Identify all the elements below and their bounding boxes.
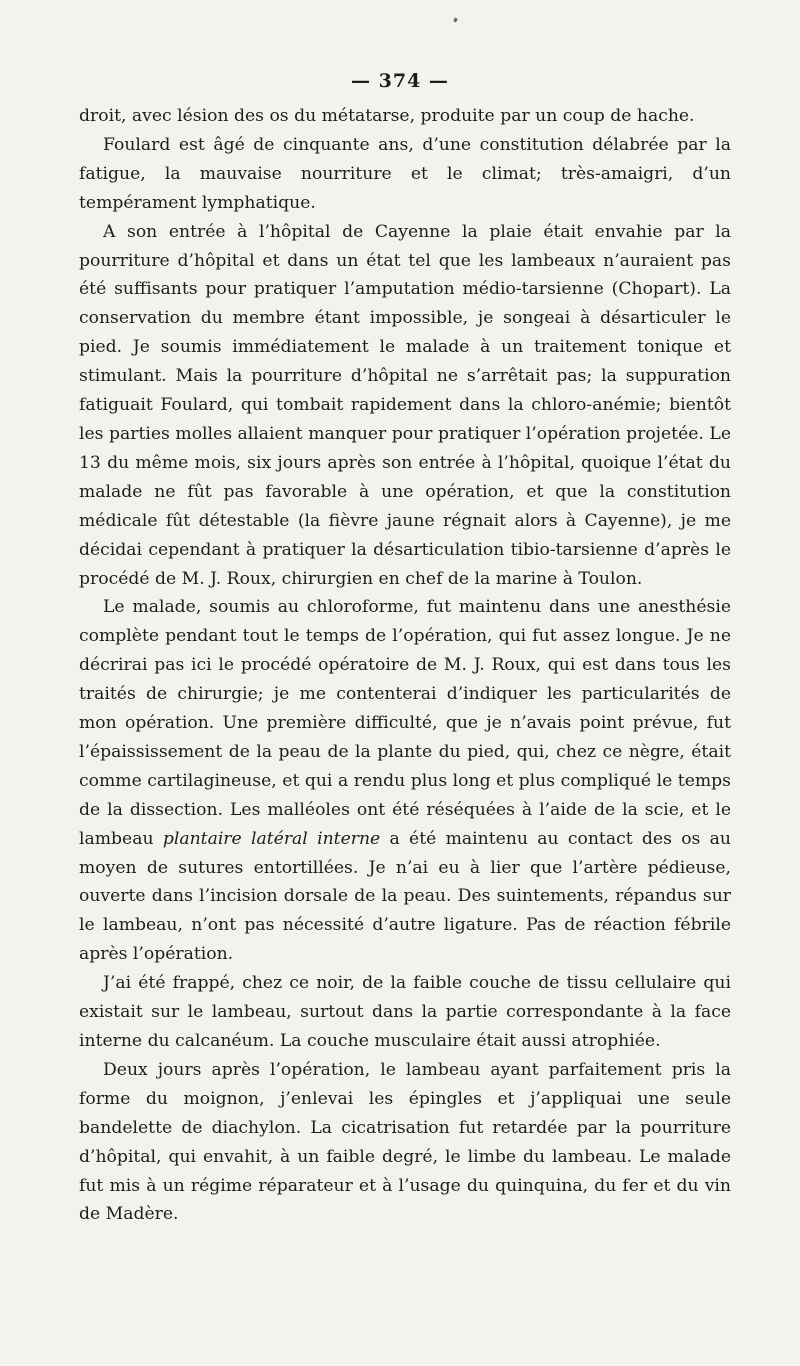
paragraph-4-text-after: a été maintenu au contact des os au moyen de sutures entortillées. Je n’ai eu à lier que l’artère pédieuse, ouverte dans l’incision dorsale de la peau. Des suintements, répandus sur le lambeau, n’ont pas nécessité d’autre ligature. Pas de réaction fébrile après l’opération. — [79, 828, 732, 965]
paragraph-3: A son entrée à l’hôpital de Cayenne la plaie était envahie par la pourriture d’hôpital et dans un état tel que les lambeaux n’auraient pas été suffisants pour pratiquer l’amputation médio-tarsienne (Chopart). La conservation du membre étant impossible, je songeai à désarticuler le pied. Je soumis immédiatement le malade à un traitement tonique et stimulant. Mais la pourriture d’hôpital ne s’arrêtait pas; la suppuration fatiguait Foulard, qui tombait rapidement dans la chloro-anémie; bientôt les parties molles allaient manquer pour pratiquer l’opération projetée. Le 13 du même mois, six jours après son entrée à l’hôpital, quoique l’état du malade ne fût pas favorable à une opération, et que la constitution médicale fût détestable (la fièvre jaune régnait alors à Cayenne), je me décidai cependant à pratiquer la désarticulation tibio-tarsienne d’après le procédé de M. J. Roux, chirurgien en chef de la marine à Toulon. — [79, 221, 731, 589]
paragraph-1: droit, avec lésion des os du métatarse, produite par un coup de hache. — [79, 106, 695, 126]
ink-speck — [453, 18, 457, 23]
paragraph-4-text-before: Le malade, soumis au chloroforme, fut maintenu dans une anesthésie complète pendant tout le temps de l’opération, qui fut assez longue. Je ne décrirai pas ici le procédé opératoire de M. J. Roux, qui est dans tous les traités de chirurgie; je me contenterai d’indiquer les particularités de mon opération. Une première difficulté, que je n’avais point prévue, fut l’épaississement de la peau de la plante du pied, qui, chez ce nègre, était comme cartilagineuse, et qui a rendu plus long et plus compliqué le temps de la dissection. Les malléoles ont été réséquées à l’aide de la scie, et le lambeau — [79, 597, 731, 849]
page-number: — 374 — — [351, 70, 449, 92]
paragraph-4 — [79, 593, 731, 969]
body-text — [79, 102, 731, 1229]
paragraph-2: Foulard est âgé de cinquante ans, d’une constitution délabrée par la fatigue, la mauvaise nourriture et le climat; très-amaigri, d’un tempérament lymphatique. — [79, 134, 731, 213]
paragraph-4-emphasis: plantaire latéral interne — [162, 828, 381, 849]
paragraph-5: J’ai été frappé, chez ce noir, de la faible couche de tissu cellulaire qui existait sur le lambeau, surtout dans la partie correspondante à la face interne du calcanéum. La couche musculaire était aussi atrophiée. — [79, 973, 731, 1051]
paragraph-6: Deux jours après l’opération, le lambeau ayant parfaitement pris la forme du moignon, j’enlevai les épingles et j’appliquai une seule bandelette de diachylon. La cicatrisation fut retardée par la pourriture d’hôpital, qui envahit, à un faible degré, le limbe du lambeau. Le malade fut mis à un régime réparateur et à l’usage du quinquina, du fer et du vin de Madère. — [79, 1059, 731, 1225]
